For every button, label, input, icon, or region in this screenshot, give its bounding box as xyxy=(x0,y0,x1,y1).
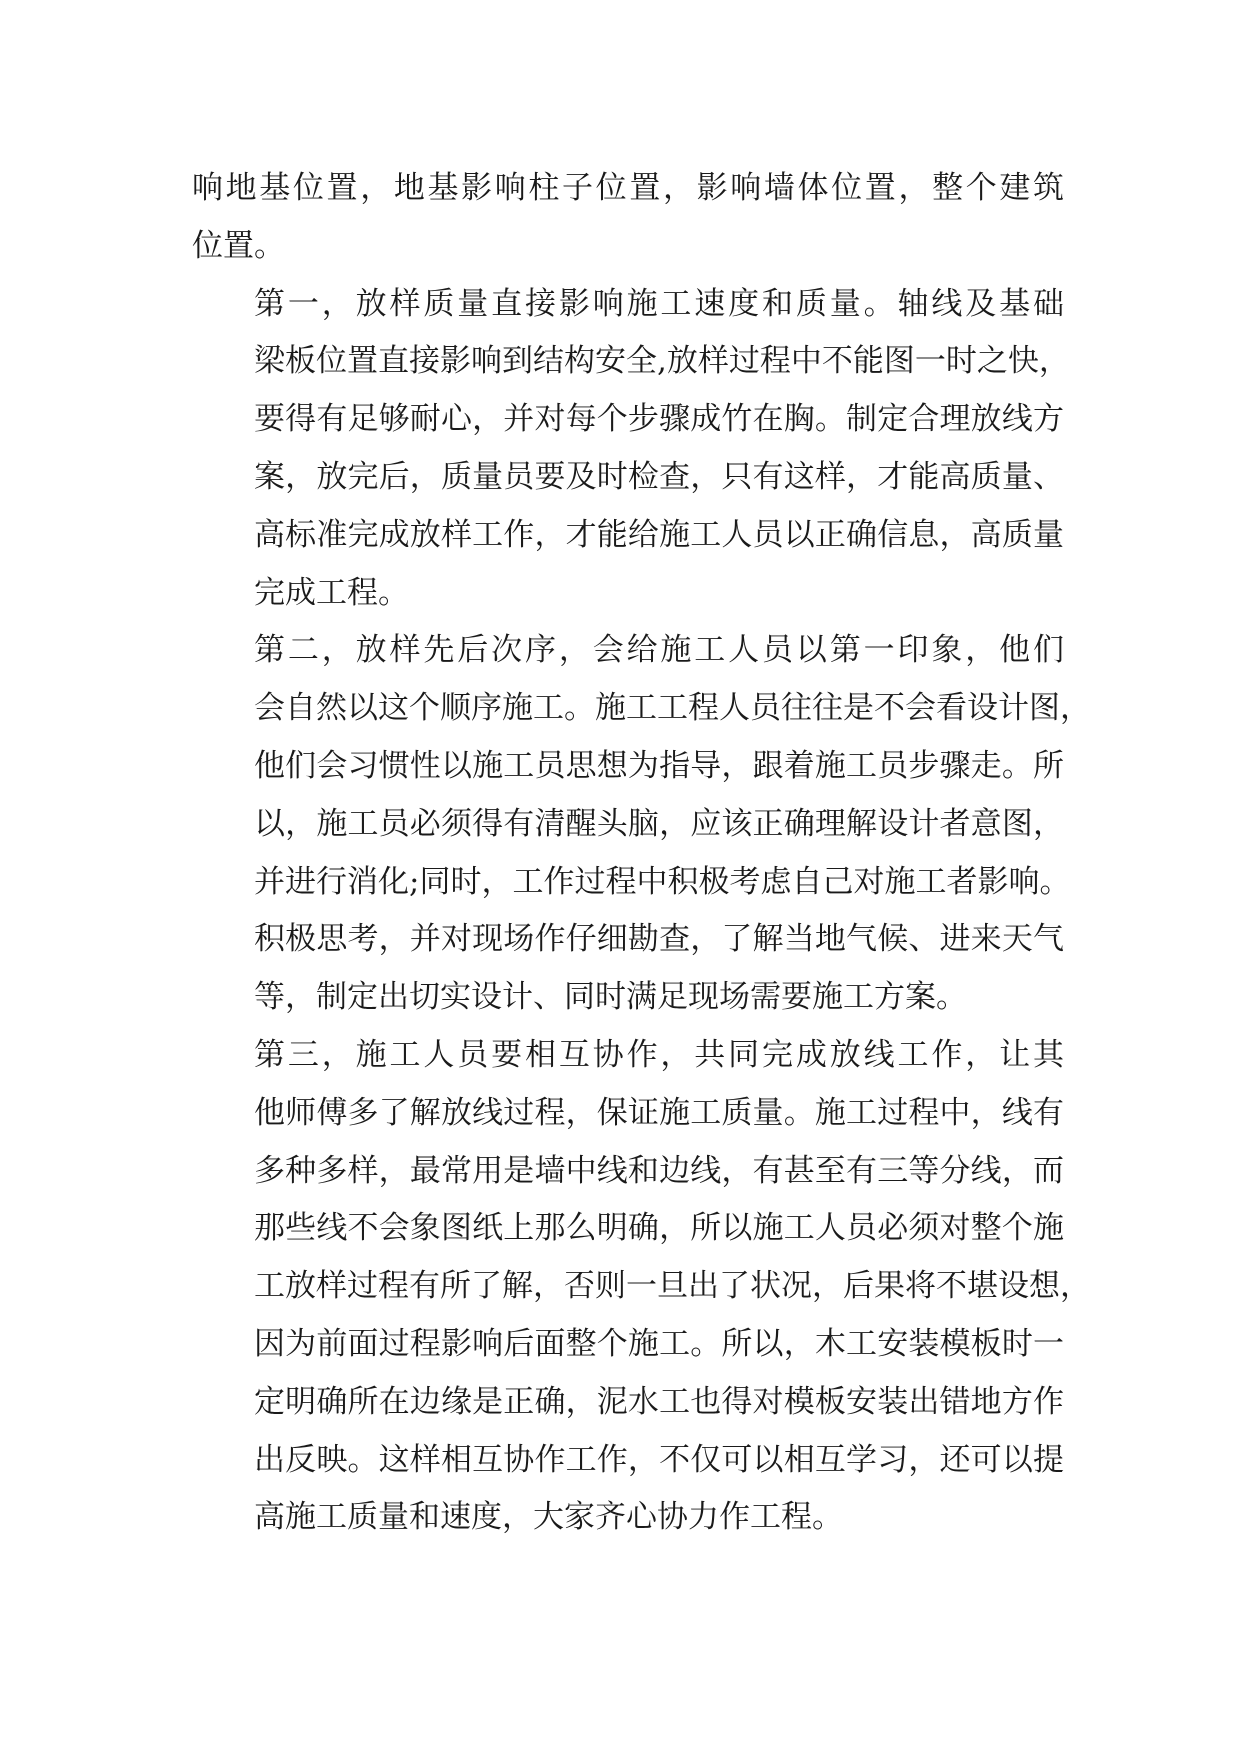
text-line: 完成工程。 xyxy=(254,574,409,611)
text-line: 梁板位置直接影响到结构安全,放样过程中不能图一时之快， xyxy=(254,343,1070,380)
text-line: 位置。 xyxy=(192,227,285,264)
text-line: 响地基位置，地基影响柱子位置，影响墙体位置，整个建筑 xyxy=(192,170,1064,206)
text-line: 第三，施工人员要相互协作，共同完成放线工作，让其 xyxy=(254,1036,1064,1073)
text-line: 他们会习惯性以施工员思想为指导，跟着施工员步骤走。所 xyxy=(254,747,1064,784)
text-line: 高标准完成放样工作，才能给施工人员以正确信息，高质量 xyxy=(254,516,1064,553)
text-line: 他师傅多了解放线过程，保证施工质量。施工过程中，线有 xyxy=(254,1094,1064,1131)
paragraph-second-point xyxy=(192,622,1091,1027)
text-line: 第一，放样质量直接影响施工速度和质量。轴线及基础 xyxy=(254,285,1064,322)
text-line: 并进行消化;同时，工作过程中积极考虑自己对施工者影响。 xyxy=(254,863,1071,900)
text-line: 高施工质量和速度，大家齐心协力作工程。 xyxy=(254,1499,843,1536)
text-line: 多种多样，最常用是墙中线和边线，有甚至有三等分线，而 xyxy=(254,1152,1064,1189)
text-line: 会自然以这个顺序施工。施工工程人员往往是不会看设计图， xyxy=(254,690,1091,727)
text-line: 因为前面过程影响后面整个施工。所以，木工安装模板时一 xyxy=(254,1325,1064,1362)
text-line: 等，制定出切实设计、同时满足现场需要施工方案。 xyxy=(254,979,967,1016)
text-line: 积极思考，并对现场作仔细勘查，了解当地气候、进来天气 xyxy=(254,921,1064,958)
document-body xyxy=(192,160,1091,1547)
text-line: 工放样过程有所了解，否则一旦出了状况，后果将不堪设想， xyxy=(254,1268,1091,1305)
paragraph-first-point xyxy=(192,276,1070,623)
paragraph-third-point xyxy=(192,1027,1091,1547)
text-line: 案，放完后，质量员要及时检查，只有这样，才能高质量、 xyxy=(254,458,1064,495)
text-line: 定明确所在边缘是正确，泥水工也得对模板安装出错地方作 xyxy=(254,1383,1064,1420)
text-line: 第二，放样先后次序，会给施工人员以第一印象，他们 xyxy=(254,632,1064,669)
paragraph-continuation xyxy=(192,160,1064,276)
text-line: 出反映。这样相互协作工作，不仅可以相互学习，还可以提 xyxy=(254,1441,1064,1478)
text-line: 要得有足够耐心，并对每个步骤成竹在胸。制定合理放线方 xyxy=(254,401,1064,438)
text-line: 那些线不会象图纸上那么明确，所以施工人员必须对整个施 xyxy=(254,1210,1064,1247)
text-line: 以，施工员必须得有清醒头脑，应该正确理解设计者意图， xyxy=(254,805,1064,842)
